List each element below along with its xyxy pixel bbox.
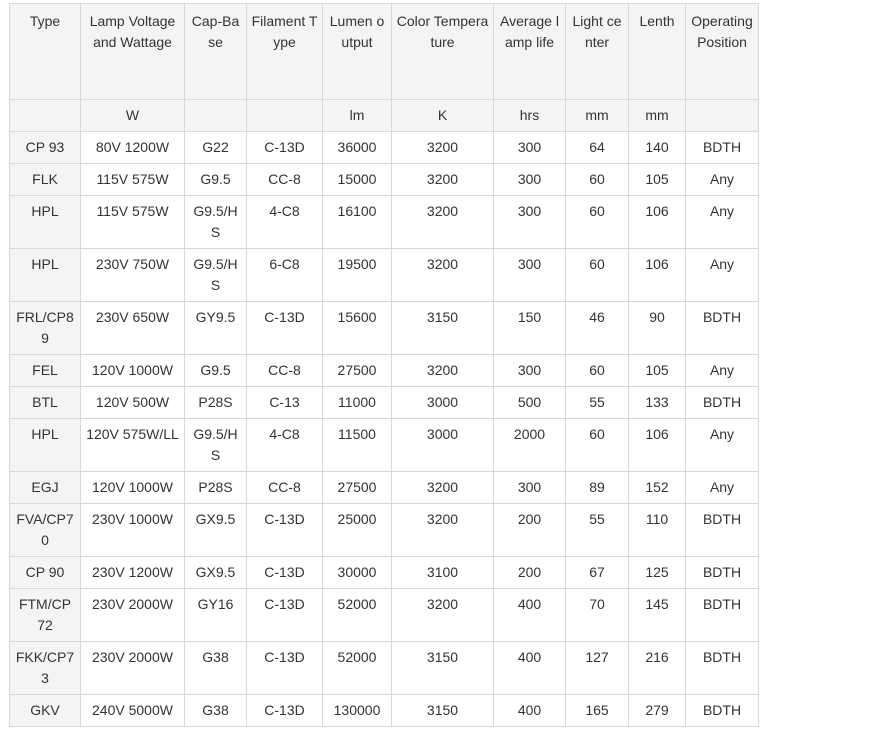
header-cap-base: Cap-Base xyxy=(185,4,247,100)
cell-operating-position: BDTH xyxy=(686,642,759,695)
table-row xyxy=(10,557,759,589)
cell-color-temperature: 3150 xyxy=(392,695,494,727)
cell-color-temperature: 3200 xyxy=(392,164,494,196)
cell-operating-position: Any xyxy=(686,419,759,472)
table-row xyxy=(10,472,759,504)
cell-voltage-wattage: 120V 1000W xyxy=(81,472,185,504)
cell-color-temperature: 3200 xyxy=(392,196,494,249)
cell-lumen-output: 36000 xyxy=(323,132,392,164)
cell-filament-type: C-13D xyxy=(247,302,323,355)
header-lamp-life: Average lamp life xyxy=(494,4,566,100)
cell-type: FVA/CP70 xyxy=(10,504,81,557)
cell-type: CP 93 xyxy=(10,132,81,164)
cell-light-center: 60 xyxy=(566,249,629,302)
cell-type: FTM/CP 72 xyxy=(10,589,81,642)
cell-voltage-wattage: 230V 750W xyxy=(81,249,185,302)
cell-length: 106 xyxy=(629,196,686,249)
cell-light-center: 60 xyxy=(566,164,629,196)
cell-voltage-wattage: 120V 1000W xyxy=(81,355,185,387)
cell-voltage-wattage: 230V 2000W xyxy=(81,589,185,642)
cell-light-center: 60 xyxy=(566,419,629,472)
cell-operating-position: BDTH xyxy=(686,557,759,589)
cell-lamp-life: 400 xyxy=(494,695,566,727)
cell-lamp-life: 300 xyxy=(494,196,566,249)
cell-lumen-output: 15600 xyxy=(323,302,392,355)
cell-lumen-output: 30000 xyxy=(323,557,392,589)
cell-color-temperature: 3200 xyxy=(392,355,494,387)
cell-voltage-wattage: 120V 500W xyxy=(81,387,185,419)
unit-filament-type xyxy=(247,100,323,132)
cell-lamp-life: 400 xyxy=(494,589,566,642)
table-row xyxy=(10,196,759,249)
cell-cap-base: P28S xyxy=(185,387,247,419)
cell-type: GKV xyxy=(10,695,81,727)
table-row xyxy=(10,695,759,727)
table-row xyxy=(10,355,759,387)
cell-color-temperature: 3200 xyxy=(392,472,494,504)
cell-cap-base: G9.5 xyxy=(185,164,247,196)
cell-lumen-output: 16100 xyxy=(323,196,392,249)
cell-type: HPL xyxy=(10,419,81,472)
cell-filament-type: 4-C8 xyxy=(247,196,323,249)
cell-filament-type: C-13D xyxy=(247,557,323,589)
table-row xyxy=(10,642,759,695)
cell-cap-base: GX9.5 xyxy=(185,557,247,589)
cell-lumen-output: 19500 xyxy=(323,249,392,302)
table-row xyxy=(10,504,759,557)
cell-lumen-output: 15000 xyxy=(323,164,392,196)
cell-lamp-life: 200 xyxy=(494,557,566,589)
cell-cap-base: GX9.5 xyxy=(185,504,247,557)
cell-operating-position: BDTH xyxy=(686,695,759,727)
cell-voltage-wattage: 230V 2000W xyxy=(81,642,185,695)
cell-type: HPL xyxy=(10,196,81,249)
unit-cap-base xyxy=(185,100,247,132)
cell-length: 216 xyxy=(629,642,686,695)
cell-light-center: 70 xyxy=(566,589,629,642)
cell-cap-base: G38 xyxy=(185,695,247,727)
cell-voltage-wattage: 230V 1200W xyxy=(81,557,185,589)
table-row xyxy=(10,387,759,419)
cell-light-center: 46 xyxy=(566,302,629,355)
table-row xyxy=(10,132,759,164)
cell-voltage-wattage: 230V 1000W xyxy=(81,504,185,557)
cell-light-center: 89 xyxy=(566,472,629,504)
cell-lumen-output: 130000 xyxy=(323,695,392,727)
cell-length: 105 xyxy=(629,164,686,196)
cell-filament-type: C-13D xyxy=(247,589,323,642)
cell-light-center: 60 xyxy=(566,355,629,387)
cell-operating-position: Any xyxy=(686,196,759,249)
cell-operating-position: Any xyxy=(686,355,759,387)
unit-lamp-life: hrs xyxy=(494,100,566,132)
table-row xyxy=(10,589,759,642)
cell-color-temperature: 3200 xyxy=(392,132,494,164)
cell-color-temperature: 3150 xyxy=(392,642,494,695)
header-lumen-output: Lumen output xyxy=(323,4,392,100)
table-row xyxy=(10,164,759,196)
cell-length: 106 xyxy=(629,249,686,302)
cell-lumen-output: 27500 xyxy=(323,472,392,504)
cell-color-temperature: 3200 xyxy=(392,504,494,557)
cell-voltage-wattage: 115V 575W xyxy=(81,164,185,196)
cell-color-temperature: 3000 xyxy=(392,419,494,472)
cell-lumen-output: 52000 xyxy=(323,642,392,695)
cell-filament-type: CC-8 xyxy=(247,355,323,387)
cell-type: FEL xyxy=(10,355,81,387)
cell-filament-type: CC-8 xyxy=(247,164,323,196)
cell-light-center: 55 xyxy=(566,504,629,557)
cell-lamp-life: 500 xyxy=(494,387,566,419)
cell-lumen-output: 25000 xyxy=(323,504,392,557)
table-row xyxy=(10,249,759,302)
cell-lamp-life: 2000 xyxy=(494,419,566,472)
cell-operating-position: Any xyxy=(686,472,759,504)
cell-lumen-output: 52000 xyxy=(323,589,392,642)
cell-length: 152 xyxy=(629,472,686,504)
cell-light-center: 64 xyxy=(566,132,629,164)
cell-length: 279 xyxy=(629,695,686,727)
cell-cap-base: G38 xyxy=(185,642,247,695)
cell-color-temperature: 3000 xyxy=(392,387,494,419)
unit-color-temperature: K xyxy=(392,100,494,132)
cell-lumen-output: 11000 xyxy=(323,387,392,419)
cell-lamp-life: 300 xyxy=(494,132,566,164)
cell-length: 110 xyxy=(629,504,686,557)
cell-type: EGJ xyxy=(10,472,81,504)
header-operating-position: Operating Position xyxy=(686,4,759,100)
cell-lumen-output: 27500 xyxy=(323,355,392,387)
unit-row xyxy=(10,100,759,132)
cell-filament-type: CC-8 xyxy=(247,472,323,504)
lamp-spec-table xyxy=(9,3,759,727)
cell-voltage-wattage: 80V 1200W xyxy=(81,132,185,164)
cell-lamp-life: 400 xyxy=(494,642,566,695)
cell-cap-base: G9.5/HS xyxy=(185,249,247,302)
cell-lamp-life: 300 xyxy=(494,472,566,504)
cell-operating-position: Any xyxy=(686,249,759,302)
cell-color-temperature: 3200 xyxy=(392,589,494,642)
cell-voltage-wattage: 115V 575W xyxy=(81,196,185,249)
cell-length: 140 xyxy=(629,132,686,164)
cell-lamp-life: 300 xyxy=(494,164,566,196)
cell-light-center: 165 xyxy=(566,695,629,727)
cell-light-center: 55 xyxy=(566,387,629,419)
header-row xyxy=(10,4,759,100)
header-light-center: Light center xyxy=(566,4,629,100)
cell-filament-type: 4-C8 xyxy=(247,419,323,472)
cell-filament-type: C-13D xyxy=(247,642,323,695)
cell-light-center: 60 xyxy=(566,196,629,249)
unit-length: mm xyxy=(629,100,686,132)
cell-lamp-life: 300 xyxy=(494,355,566,387)
cell-cap-base: G9.5/HS xyxy=(185,419,247,472)
cell-voltage-wattage: 230V 650W xyxy=(81,302,185,355)
cell-operating-position: BDTH xyxy=(686,589,759,642)
cell-operating-position: BDTH xyxy=(686,504,759,557)
cell-light-center: 127 xyxy=(566,642,629,695)
unit-type xyxy=(10,100,81,132)
cell-cap-base: G22 xyxy=(185,132,247,164)
table-row xyxy=(10,419,759,472)
cell-cap-base: GY9.5 xyxy=(185,302,247,355)
cell-filament-type: C-13D xyxy=(247,695,323,727)
cell-cap-base: G9.5/HS xyxy=(185,196,247,249)
cell-operating-position: Any xyxy=(686,164,759,196)
cell-length: 90 xyxy=(629,302,686,355)
cell-lumen-output: 11500 xyxy=(323,419,392,472)
cell-type: BTL xyxy=(10,387,81,419)
header-voltage-wattage: Lamp Voltage and Wattage xyxy=(81,4,185,100)
unit-light-center: mm xyxy=(566,100,629,132)
cell-cap-base: P28S xyxy=(185,472,247,504)
cell-color-temperature: 3200 xyxy=(392,249,494,302)
unit-voltage-wattage: W xyxy=(81,100,185,132)
unit-operating-position xyxy=(686,100,759,132)
cell-operating-position: BDTH xyxy=(686,302,759,355)
cell-lamp-life: 300 xyxy=(494,249,566,302)
cell-length: 145 xyxy=(629,589,686,642)
header-color-temperature: Color Temperature xyxy=(392,4,494,100)
cell-type: FRL/CP89 xyxy=(10,302,81,355)
header-filament-type: Filament Type xyxy=(247,4,323,100)
cell-cap-base: GY16 xyxy=(185,589,247,642)
cell-type: CP 90 xyxy=(10,557,81,589)
cell-length: 125 xyxy=(629,557,686,589)
cell-operating-position: BDTH xyxy=(686,132,759,164)
cell-cap-base: G9.5 xyxy=(185,355,247,387)
cell-voltage-wattage: 120V 575W/LL xyxy=(81,419,185,472)
cell-color-temperature: 3100 xyxy=(392,557,494,589)
cell-filament-type: C-13D xyxy=(247,504,323,557)
cell-length: 105 xyxy=(629,355,686,387)
cell-light-center: 67 xyxy=(566,557,629,589)
cell-lamp-life: 150 xyxy=(494,302,566,355)
cell-color-temperature: 3150 xyxy=(392,302,494,355)
table-row xyxy=(10,302,759,355)
cell-lamp-life: 200 xyxy=(494,504,566,557)
cell-filament-type: C-13 xyxy=(247,387,323,419)
unit-lumen-output: lm xyxy=(323,100,392,132)
cell-type: FKK/CP73 xyxy=(10,642,81,695)
cell-filament-type: C-13D xyxy=(247,132,323,164)
header-length: Lenth xyxy=(629,4,686,100)
cell-filament-type: 6-C8 xyxy=(247,249,323,302)
cell-length: 133 xyxy=(629,387,686,419)
cell-length: 106 xyxy=(629,419,686,472)
header-type: Type xyxy=(10,4,81,100)
cell-voltage-wattage: 240V 5000W xyxy=(81,695,185,727)
cell-type: FLK xyxy=(10,164,81,196)
cell-type: HPL xyxy=(10,249,81,302)
cell-operating-position: BDTH xyxy=(686,387,759,419)
